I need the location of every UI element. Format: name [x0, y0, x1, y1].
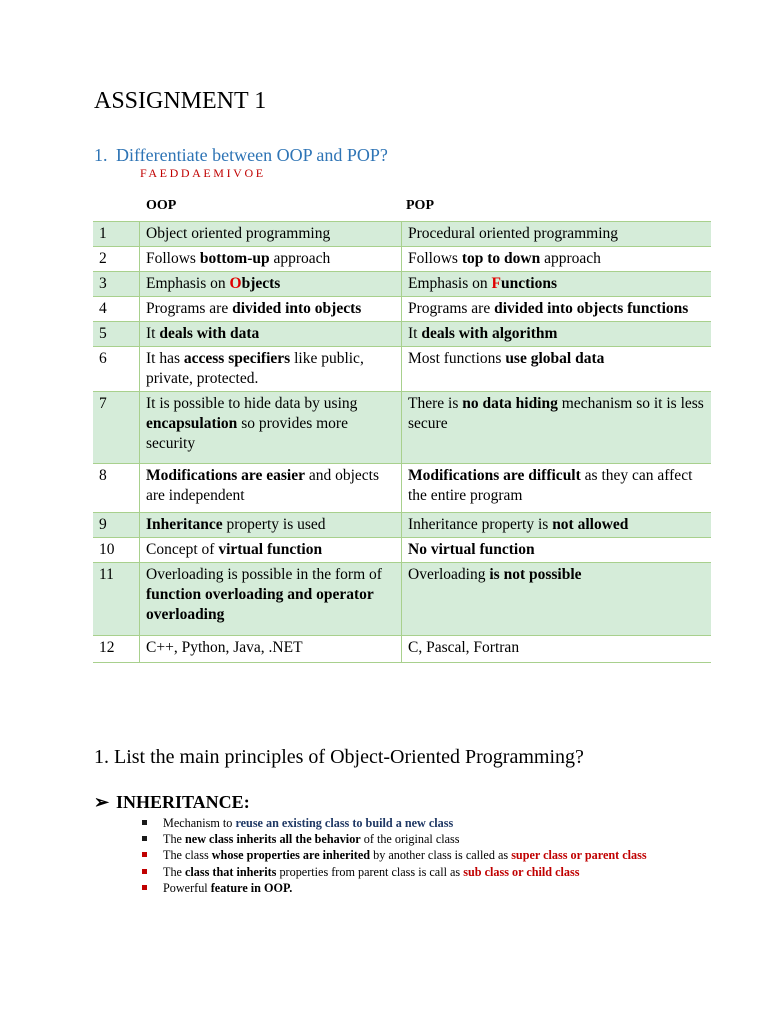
row-number: 1	[93, 222, 140, 247]
section-title: INHERITANCE:	[116, 792, 250, 812]
oop-cell: It deals with data	[140, 322, 402, 347]
pop-cell: Procedural oriented programming	[402, 222, 712, 247]
square-bullet-icon	[142, 885, 147, 890]
row-number: 10	[93, 538, 140, 563]
pop-cell: There is no data hiding mechanism so it is less secure	[402, 392, 712, 464]
table-row	[93, 347, 711, 392]
pop-cell: No virtual function	[402, 538, 712, 563]
table-row	[93, 247, 711, 272]
table-row	[93, 222, 711, 247]
table-row	[93, 272, 711, 297]
oop-column-header: OOP	[146, 198, 177, 213]
section-heading	[94, 792, 250, 813]
list-item: Powerful feature in OOP.	[142, 880, 682, 896]
oop-cell: Overloading is possible in the form of function overloading and operator overloading	[140, 563, 402, 636]
list-item: The new class inherits all the behavior of the original class	[142, 831, 682, 847]
page-title: ASSIGNMENT 1	[94, 88, 267, 114]
pop-cell: Programs are divided into objects functions	[402, 297, 712, 322]
list-item: Mechanism to reuse an existing class to build a new class	[142, 815, 682, 831]
letter-sequence: FAEDDAEMIVOE	[140, 166, 266, 180]
row-number: 8	[93, 464, 140, 513]
pop-cell: Overloading is not possible	[402, 563, 712, 636]
table-row	[93, 538, 711, 563]
table-row	[93, 297, 711, 322]
oop-cell: Modifications are easier and objects are independent	[140, 464, 402, 513]
row-number: 11	[93, 563, 140, 636]
question-heading	[94, 145, 388, 166]
oop-cell: Follows bottom-up approach	[140, 247, 402, 272]
pop-cell: C, Pascal, Fortran	[402, 636, 712, 663]
inheritance-bullet-list	[142, 815, 682, 896]
oop-cell: It has access specifiers like public, private, protected.	[140, 347, 402, 392]
row-number: 6	[93, 347, 140, 392]
oop-cell: C++, Python, Java, .NET	[140, 636, 402, 663]
pop-column-header: POP	[406, 198, 434, 213]
comparison-table	[93, 221, 711, 663]
row-number: 5	[93, 322, 140, 347]
table-row	[93, 513, 711, 538]
row-number: 9	[93, 513, 140, 538]
row-number: 7	[93, 392, 140, 464]
square-bullet-icon	[142, 869, 147, 874]
square-bullet-icon	[142, 852, 147, 857]
row-number: 4	[93, 297, 140, 322]
oop-cell: Programs are divided into objects	[140, 297, 402, 322]
oop-cell: Object oriented programming	[140, 222, 402, 247]
pop-cell: Modifications are difficult as they can affect the entire program	[402, 464, 712, 513]
question-2-heading: 1. List the main principles of Object-Oriented Programming?	[94, 746, 584, 768]
pop-cell: It deals with algorithm	[402, 322, 712, 347]
pop-cell: Inheritance property is not allowed	[402, 513, 712, 538]
square-bullet-icon	[142, 836, 147, 841]
table-row	[93, 464, 711, 513]
table-row	[93, 322, 711, 347]
table-row	[93, 563, 711, 636]
table-row	[93, 636, 711, 663]
question-number: 1.	[94, 145, 108, 165]
list-item: The class that inherits properties from parent class is call as sub class or child class	[142, 864, 682, 880]
table-row	[93, 392, 711, 464]
row-number: 12	[93, 636, 140, 663]
pop-cell: Most functions use global data	[402, 347, 712, 392]
square-bullet-icon	[142, 820, 147, 825]
arrow-bullet-icon: ➢	[94, 792, 110, 812]
question-text: Differentiate between OOP and POP?	[116, 145, 388, 165]
pop-cell: Emphasis on Functions	[402, 272, 712, 297]
row-number: 3	[93, 272, 140, 297]
oop-cell: It is possible to hide data by using encapsulation so provides more security	[140, 392, 402, 464]
oop-cell: Inheritance property is used	[140, 513, 402, 538]
pop-cell: Follows top to down approach	[402, 247, 712, 272]
row-number: 2	[93, 247, 140, 272]
oop-cell: Concept of virtual function	[140, 538, 402, 563]
oop-cell: Emphasis on Objects	[140, 272, 402, 297]
list-item: The class whose properties are inherited by another class is called as super class or parent class	[142, 847, 682, 863]
